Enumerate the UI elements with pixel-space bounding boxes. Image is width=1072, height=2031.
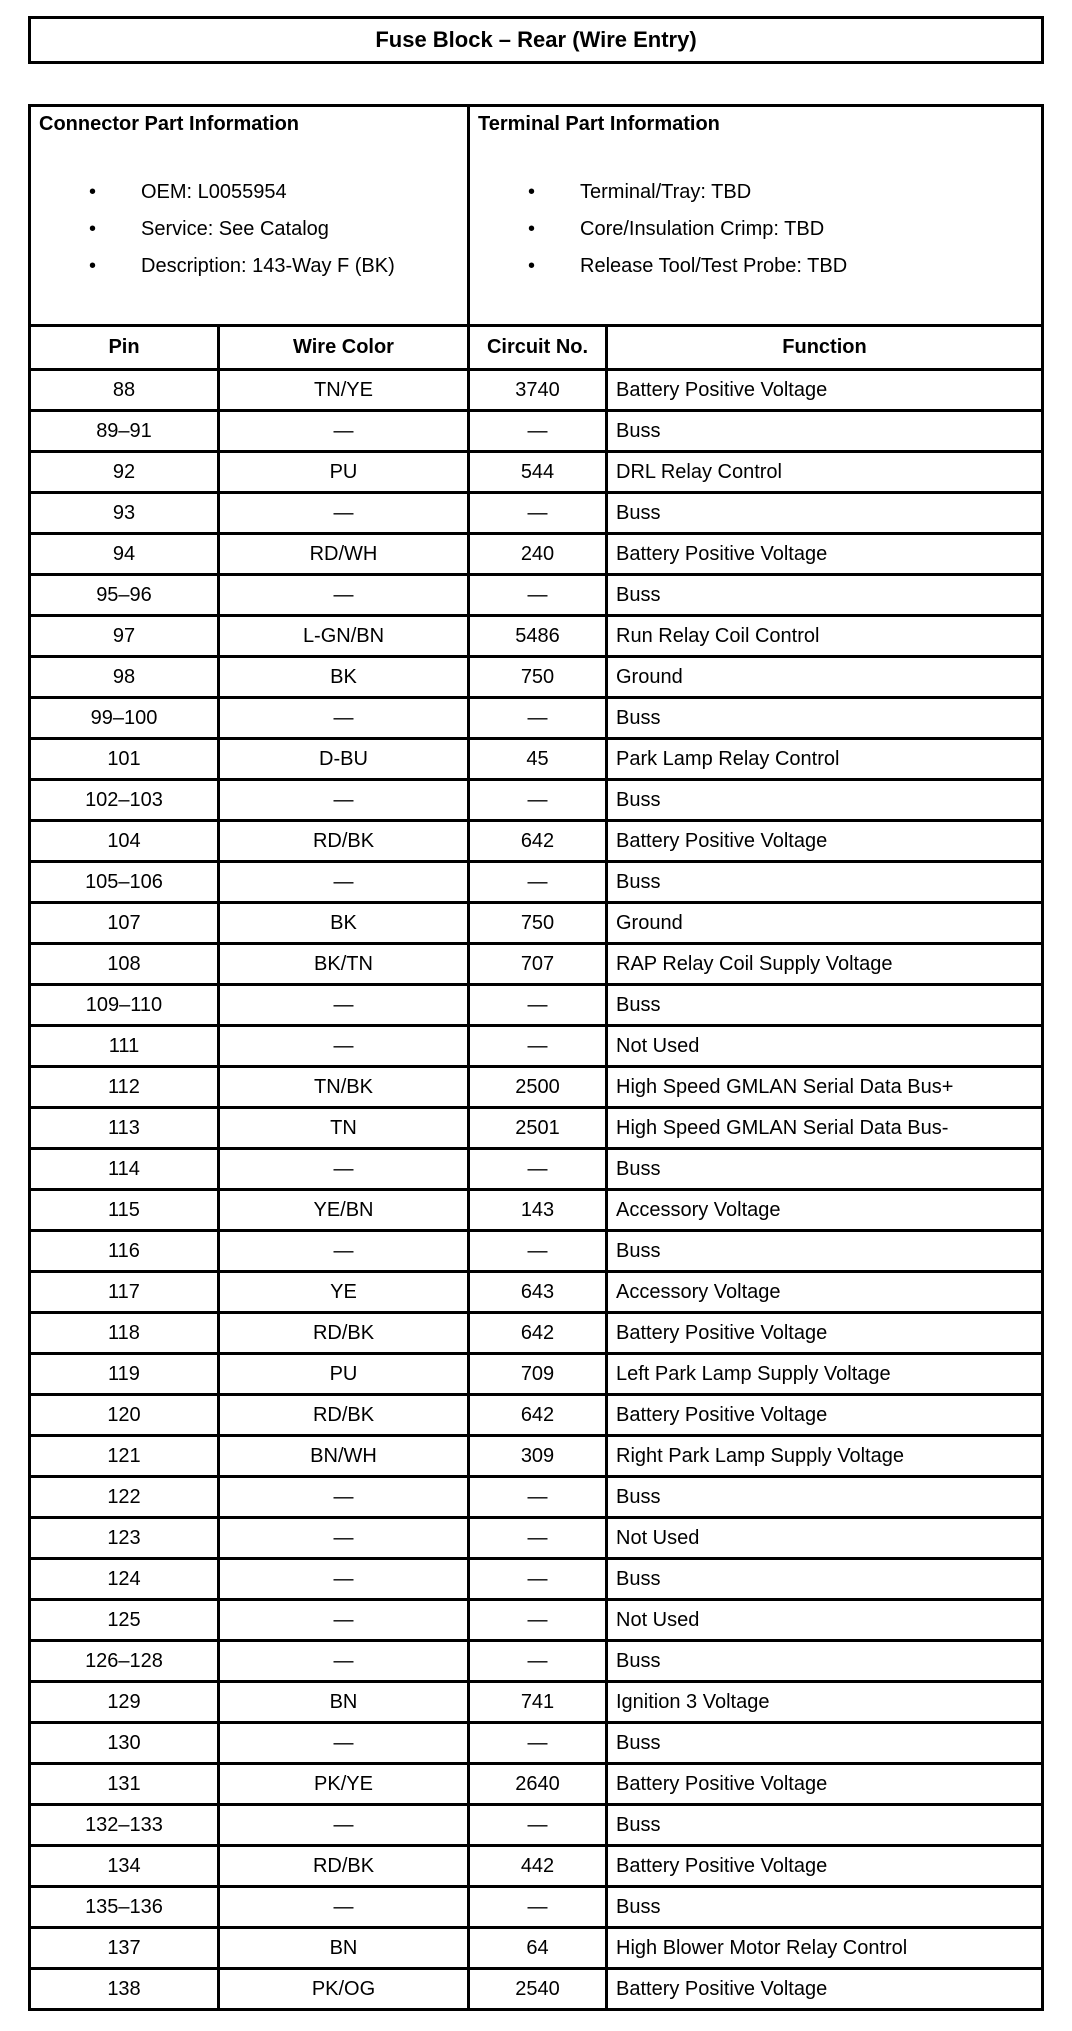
table-row: [30, 821, 1043, 862]
cell-wire-color: BK: [219, 903, 469, 944]
cell-function: Left Park Lamp Supply Voltage: [607, 1354, 1043, 1395]
table-row: [30, 1518, 1043, 1559]
cell-function: Buss: [607, 411, 1043, 452]
cell-wire-color: RD/BK: [219, 821, 469, 862]
cell-pin: 107: [30, 903, 219, 944]
table-row: [30, 1928, 1043, 1969]
table-row: [30, 1887, 1043, 1928]
cell-pin: 132–133: [30, 1805, 219, 1846]
cell-pin: 99–100: [30, 698, 219, 739]
cell-function: Buss: [607, 575, 1043, 616]
cell-wire-color: —: [219, 1559, 469, 1600]
cell-circuit-no: —: [469, 780, 607, 821]
cell-wire-color: RD/BK: [219, 1313, 469, 1354]
cell-pin: 97: [30, 616, 219, 657]
cell-circuit-no: 2640: [469, 1764, 607, 1805]
table-row: [30, 780, 1043, 821]
cell-wire-color: RD/WH: [219, 534, 469, 575]
cell-wire-color: BK/TN: [219, 944, 469, 985]
terminal-info-list: [478, 180, 1033, 278]
cell-wire-color: YE/BN: [219, 1190, 469, 1231]
cell-wire-color: —: [219, 575, 469, 616]
connector-part-information: [30, 106, 469, 326]
cell-circuit-no: 64: [469, 1928, 607, 1969]
cell-circuit-no: 3740: [469, 370, 607, 411]
cell-function: Buss: [607, 780, 1043, 821]
table-row: [30, 1723, 1043, 1764]
table-row: [30, 1682, 1043, 1723]
cell-function: Battery Positive Voltage: [607, 1395, 1043, 1436]
cell-circuit-no: 709: [469, 1354, 607, 1395]
cell-function: High Speed GMLAN Serial Data Bus+: [607, 1067, 1043, 1108]
cell-function: Not Used: [607, 1600, 1043, 1641]
cell-wire-color: —: [219, 1723, 469, 1764]
cell-function: Not Used: [607, 1518, 1043, 1559]
table-row: [30, 1354, 1043, 1395]
cell-circuit-no: —: [469, 1149, 607, 1190]
table-row: [30, 739, 1043, 780]
cell-pin: 115: [30, 1190, 219, 1231]
cell-pin: 101: [30, 739, 219, 780]
cell-circuit-no: —: [469, 1805, 607, 1846]
cell-wire-color: —: [219, 1477, 469, 1518]
terminal-info-item-tray: • Terminal/Tray: TBD: [528, 180, 1033, 204]
cell-wire-color: BN: [219, 1928, 469, 1969]
cell-pin: 121: [30, 1436, 219, 1477]
cell-wire-color: PK/YE: [219, 1764, 469, 1805]
cell-function: Ground: [607, 903, 1043, 944]
cell-function: Park Lamp Relay Control: [607, 739, 1043, 780]
cell-circuit-no: —: [469, 1887, 607, 1928]
cell-pin: 135–136: [30, 1887, 219, 1928]
table-row: [30, 1764, 1043, 1805]
cell-pin: 129: [30, 1682, 219, 1723]
cell-function: Buss: [607, 1641, 1043, 1682]
cell-circuit-no: —: [469, 575, 607, 616]
cell-circuit-no: 643: [469, 1272, 607, 1313]
table-header-row: [30, 326, 1043, 370]
cell-pin: 131: [30, 1764, 219, 1805]
cell-circuit-no: 442: [469, 1846, 607, 1887]
cell-wire-color: TN/BK: [219, 1067, 469, 1108]
cell-pin: 105–106: [30, 862, 219, 903]
cell-pin: 112: [30, 1067, 219, 1108]
cell-circuit-no: —: [469, 862, 607, 903]
cell-pin: 89–91: [30, 411, 219, 452]
table-row: [30, 1026, 1043, 1067]
cell-pin: 124: [30, 1559, 219, 1600]
cell-circuit-no: 240: [469, 534, 607, 575]
cell-function: Ignition 3 Voltage: [607, 1682, 1043, 1723]
cell-circuit-no: —: [469, 411, 607, 452]
table-row: [30, 698, 1043, 739]
cell-pin: 117: [30, 1272, 219, 1313]
table-row: [30, 1395, 1043, 1436]
cell-wire-color: —: [219, 1231, 469, 1272]
table-row: [30, 1190, 1043, 1231]
cell-function: High Blower Motor Relay Control: [607, 1928, 1043, 1969]
cell-circuit-no: 642: [469, 1395, 607, 1436]
cell-pin: 109–110: [30, 985, 219, 1026]
table-row: [30, 1231, 1043, 1272]
cell-function: Buss: [607, 1559, 1043, 1600]
cell-circuit-no: —: [469, 1600, 607, 1641]
terminal-info-item-crimp: • Core/Insulation Crimp: TBD: [528, 217, 1033, 241]
cell-circuit-no: —: [469, 1723, 607, 1764]
column-header-function: Function: [607, 326, 1043, 370]
table-row: [30, 1600, 1043, 1641]
cell-circuit-no: —: [469, 698, 607, 739]
cell-function: Buss: [607, 1887, 1043, 1928]
cell-circuit-no: —: [469, 493, 607, 534]
cell-wire-color: D-BU: [219, 739, 469, 780]
table-row: [30, 1559, 1043, 1600]
cell-pin: 119: [30, 1354, 219, 1395]
cell-pin: 88: [30, 370, 219, 411]
cell-function: Battery Positive Voltage: [607, 821, 1043, 862]
fuse-block-table: [28, 104, 1044, 2011]
cell-pin: 118: [30, 1313, 219, 1354]
cell-function: Accessory Voltage: [607, 1272, 1043, 1313]
cell-pin: 102–103: [30, 780, 219, 821]
cell-wire-color: RD/BK: [219, 1395, 469, 1436]
cell-function: Battery Positive Voltage: [607, 1969, 1043, 2010]
table-head: [30, 106, 1043, 370]
cell-circuit-no: —: [469, 1026, 607, 1067]
table-row: [30, 1108, 1043, 1149]
cell-wire-color: L-GN/BN: [219, 616, 469, 657]
cell-circuit-no: —: [469, 1559, 607, 1600]
cell-circuit-no: 750: [469, 657, 607, 698]
cell-circuit-no: —: [469, 985, 607, 1026]
cell-function: Battery Positive Voltage: [607, 370, 1043, 411]
page-title: Fuse Block – Rear (Wire Entry): [28, 16, 1044, 64]
cell-function: Not Used: [607, 1026, 1043, 1067]
cell-wire-color: BN: [219, 1682, 469, 1723]
cell-circuit-no: 143: [469, 1190, 607, 1231]
table-row: [30, 1067, 1043, 1108]
cell-pin: 98: [30, 657, 219, 698]
cell-function: Buss: [607, 698, 1043, 739]
table-row: [30, 862, 1043, 903]
cell-circuit-no: 707: [469, 944, 607, 985]
table-row: [30, 1149, 1043, 1190]
connector-info-heading: Connector Part Information: [39, 113, 300, 135]
cell-circuit-no: 45: [469, 739, 607, 780]
cell-function: Accessory Voltage: [607, 1190, 1043, 1231]
cell-circuit-no: —: [469, 1641, 607, 1682]
cell-pin: 138: [30, 1969, 219, 2010]
cell-wire-color: —: [219, 1518, 469, 1559]
cell-pin: 130: [30, 1723, 219, 1764]
cell-function: Battery Positive Voltage: [607, 1846, 1043, 1887]
cell-function: Battery Positive Voltage: [607, 1313, 1043, 1354]
cell-wire-color: —: [219, 698, 469, 739]
cell-function: Buss: [607, 1149, 1043, 1190]
cell-function: Right Park Lamp Supply Voltage: [607, 1436, 1043, 1477]
cell-wire-color: —: [219, 1641, 469, 1682]
cell-wire-color: RD/BK: [219, 1846, 469, 1887]
cell-circuit-no: 544: [469, 452, 607, 493]
cell-circuit-no: —: [469, 1518, 607, 1559]
table-row: [30, 985, 1043, 1026]
cell-pin: 95–96: [30, 575, 219, 616]
cell-function: Buss: [607, 862, 1043, 903]
cell-pin: 122: [30, 1477, 219, 1518]
table-row: [30, 370, 1043, 411]
cell-wire-color: TN/YE: [219, 370, 469, 411]
cell-wire-color: —: [219, 780, 469, 821]
table-row: [30, 1805, 1043, 1846]
cell-wire-color: TN: [219, 1108, 469, 1149]
cell-wire-color: —: [219, 1149, 469, 1190]
connector-info-list: [39, 180, 459, 278]
cell-function: Buss: [607, 1723, 1043, 1764]
cell-pin: 120: [30, 1395, 219, 1436]
cell-wire-color: —: [219, 1026, 469, 1067]
cell-pin: 134: [30, 1846, 219, 1887]
table-row: [30, 493, 1043, 534]
cell-pin: 92: [30, 452, 219, 493]
cell-wire-color: PU: [219, 452, 469, 493]
cell-function: Run Relay Coil Control: [607, 616, 1043, 657]
terminal-info-heading: Terminal Part Information: [478, 113, 720, 135]
cell-pin: 126–128: [30, 1641, 219, 1682]
connector-info-item-oem: • OEM: L0055954: [89, 180, 459, 204]
cell-circuit-no: 309: [469, 1436, 607, 1477]
table-row: [30, 1846, 1043, 1887]
cell-wire-color: —: [219, 493, 469, 534]
cell-wire-color: —: [219, 1887, 469, 1928]
cell-circuit-no: 2540: [469, 1969, 607, 2010]
cell-wire-color: —: [219, 985, 469, 1026]
table-row: [30, 575, 1043, 616]
column-header-circuit-no: Circuit No.: [469, 326, 607, 370]
cell-pin: 108: [30, 944, 219, 985]
cell-function: Buss: [607, 493, 1043, 534]
cell-wire-color: YE: [219, 1272, 469, 1313]
table-row: [30, 534, 1043, 575]
cell-circuit-no: 642: [469, 1313, 607, 1354]
cell-circuit-no: 2501: [469, 1108, 607, 1149]
table-row: [30, 411, 1043, 452]
table-body: [30, 370, 1043, 2010]
cell-circuit-no: —: [469, 1231, 607, 1272]
cell-function: Buss: [607, 1231, 1043, 1272]
cell-pin: 94: [30, 534, 219, 575]
cell-wire-color: PU: [219, 1354, 469, 1395]
cell-pin: 137: [30, 1928, 219, 1969]
cell-function: DRL Relay Control: [607, 452, 1043, 493]
table-row: [30, 903, 1043, 944]
cell-pin: 116: [30, 1231, 219, 1272]
table-row: [30, 1436, 1043, 1477]
cell-circuit-no: 2500: [469, 1067, 607, 1108]
terminal-part-information: [469, 106, 1043, 326]
cell-pin: 104: [30, 821, 219, 862]
cell-pin: 123: [30, 1518, 219, 1559]
cell-circuit-no: 741: [469, 1682, 607, 1723]
table-row: [30, 944, 1043, 985]
cell-pin: 114: [30, 1149, 219, 1190]
table-row: [30, 1477, 1043, 1518]
cell-circuit-no: 750: [469, 903, 607, 944]
table-row: [30, 1641, 1043, 1682]
cell-pin: 113: [30, 1108, 219, 1149]
cell-function: Buss: [607, 1805, 1043, 1846]
cell-function: Buss: [607, 985, 1043, 1026]
cell-wire-color: —: [219, 862, 469, 903]
column-header-wire-color: Wire Color: [219, 326, 469, 370]
cell-wire-color: BN/WH: [219, 1436, 469, 1477]
table-row: [30, 657, 1043, 698]
cell-function: Battery Positive Voltage: [607, 1764, 1043, 1805]
table-row: [30, 616, 1043, 657]
cell-circuit-no: 642: [469, 821, 607, 862]
cell-circuit-no: —: [469, 1477, 607, 1518]
cell-wire-color: —: [219, 1805, 469, 1846]
cell-wire-color: BK: [219, 657, 469, 698]
table-row: [30, 1272, 1043, 1313]
cell-pin: 93: [30, 493, 219, 534]
terminal-info-item-release-tool: • Release Tool/Test Probe: TBD: [528, 254, 1033, 278]
cell-wire-color: PK/OG: [219, 1969, 469, 2010]
cell-pin: 111: [30, 1026, 219, 1067]
cell-wire-color: —: [219, 1600, 469, 1641]
cell-function: RAP Relay Coil Supply Voltage: [607, 944, 1043, 985]
table-row: [30, 452, 1043, 493]
column-header-pin: Pin: [30, 326, 219, 370]
cell-function: Battery Positive Voltage: [607, 534, 1043, 575]
cell-pin: 125: [30, 1600, 219, 1641]
table-row: [30, 1313, 1043, 1354]
cell-wire-color: —: [219, 411, 469, 452]
table-row: [30, 1969, 1043, 2010]
connector-info-item-service: • Service: See Catalog: [89, 217, 459, 241]
cell-function: Ground: [607, 657, 1043, 698]
cell-circuit-no: 5486: [469, 616, 607, 657]
part-information-row: [30, 106, 1043, 326]
cell-function: High Speed GMLAN Serial Data Bus-: [607, 1108, 1043, 1149]
cell-function: Buss: [607, 1477, 1043, 1518]
connector-info-item-description: • Description: 143-Way F (BK): [89, 254, 459, 278]
